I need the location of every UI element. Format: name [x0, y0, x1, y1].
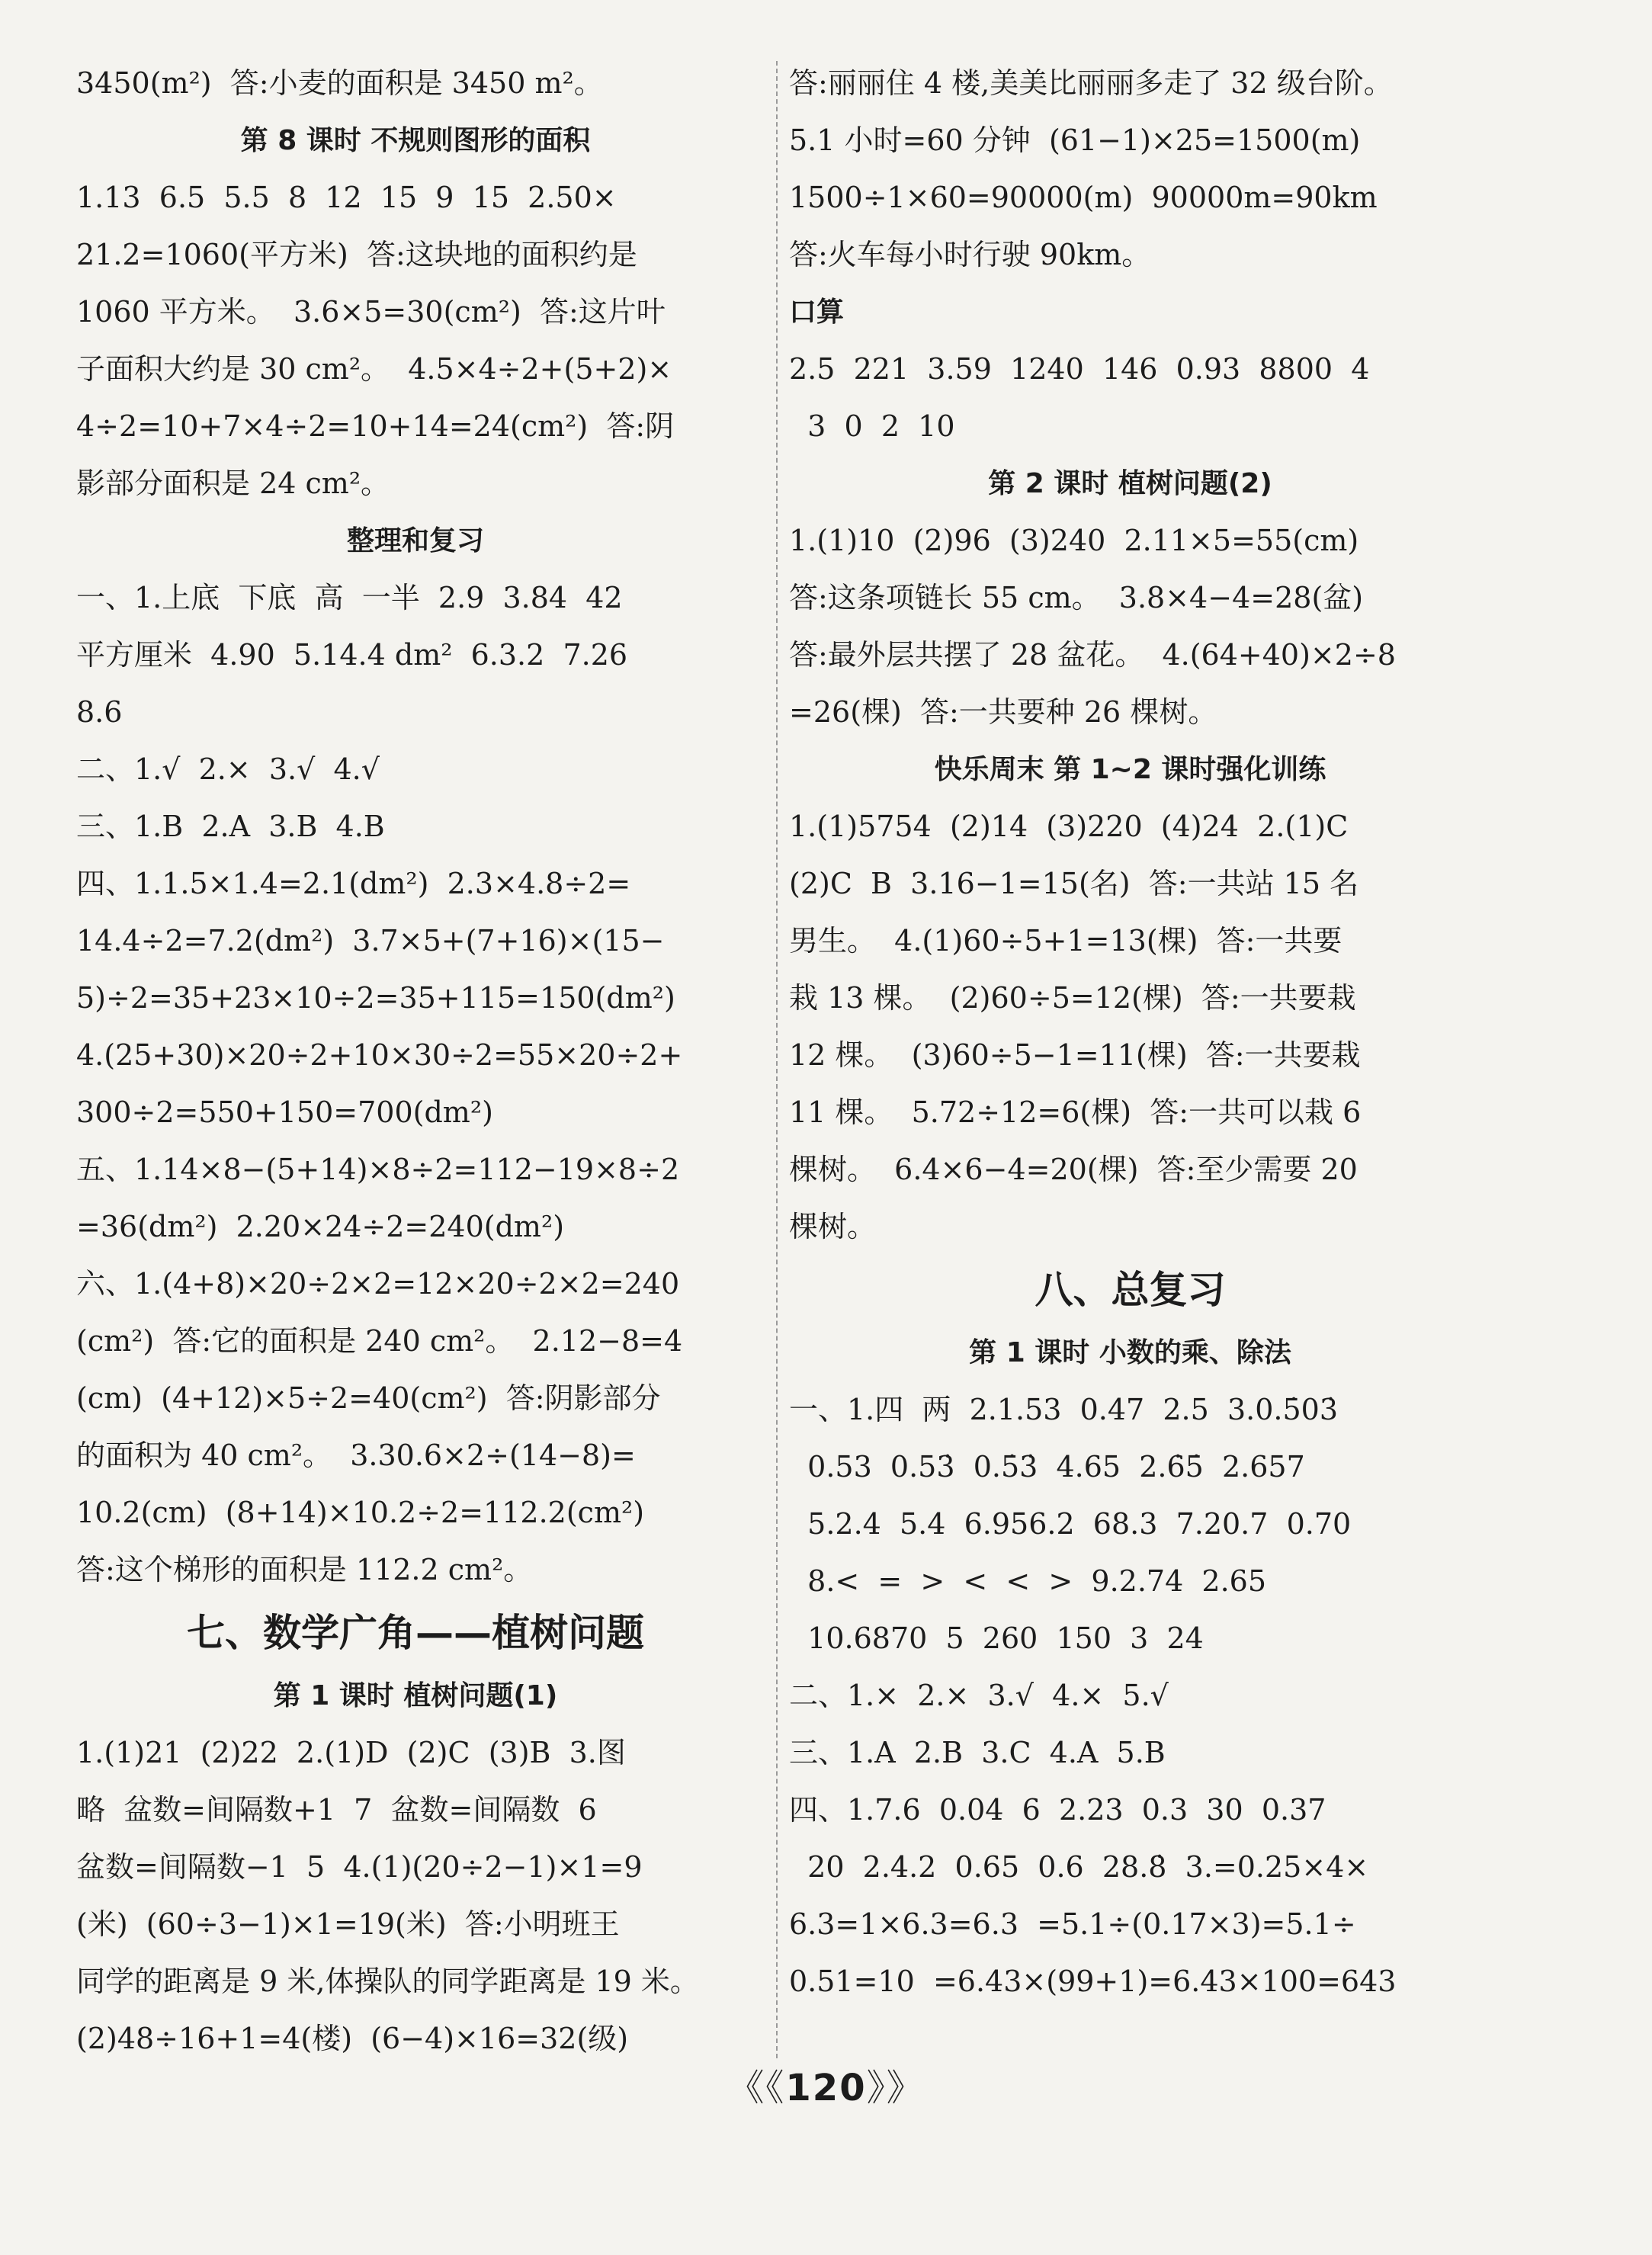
text-line: 答:最外层共摆了 28 盆花。 4.(64+40)×2÷8: [789, 638, 1396, 672]
text-line: 同学的距离是 9 米,体操队的同学距离是 19 米。: [76, 1965, 699, 1998]
text-line: 3450(m²) 答:小麦的面积是 3450 m²。: [76, 66, 603, 100]
text-line: 10.6870 5 260 150 3 24: [789, 1621, 1204, 1655]
text-line: 1.(1)5754 (2)14 (3)220 (4)24 2.(1)C: [789, 810, 1349, 843]
text-line: 一、1.上底 下底 高 一半 2.9 3.84 42: [76, 581, 623, 614]
text-line: =26(棵) 答:一共要种 26 棵树。: [789, 695, 1217, 729]
text-line: 三、1.A 2.B 3.C 4.A 5.B: [789, 1736, 1166, 1769]
right-column: [789, 55, 1471, 2010]
text-line: 四、1.7.6 0.04 6 2.23 0.3 30 0.37: [789, 1793, 1326, 1827]
chapter-heading: 八、总复习: [1035, 1268, 1226, 1312]
text-line: 答:这条项链长 55 cm。 3.8×4−4=28(盆): [789, 581, 1364, 614]
text-line: 8.6: [76, 695, 123, 729]
text-line: 影部分面积是 24 cm²。: [76, 467, 390, 500]
section-heading: 第 1 课时 植树问题(1): [273, 1680, 558, 1711]
text-line: 5.1 小时=60 分钟 (61−1)×25=1500(m): [789, 123, 1361, 157]
text-line: 答:这个梯形的面积是 112.2 cm²。: [76, 1553, 533, 1586]
text-line: 答:火车每小时行驶 90km。: [789, 238, 1151, 271]
page-bracket-close: 》》: [866, 2067, 925, 2109]
text-line: 棵树。: [789, 1210, 877, 1243]
text-line: 6.3=1×6.3=6.3 =5.1÷(0.17×3)=5.1÷: [789, 1907, 1356, 1941]
text-line: 六、1.(4+8)×20÷2×2=12×20÷2×2=240: [76, 1267, 680, 1301]
text-line: (cm) (4+12)×5÷2=40(cm²) 答:阴影部分: [76, 1381, 661, 1415]
text-line: 答:丽丽住 4 楼,美美比丽丽多走了 32 级台阶。: [789, 66, 1393, 100]
text-line: 四、1.1.5×1.4=2.1(dm²) 2.3×4.8÷2=: [76, 867, 631, 900]
text-line: 三、1.B 2.A 3.B 4.B: [76, 810, 385, 843]
text-line: (米) (60÷3−1)×1=19(米) 答:小明班王: [76, 1907, 620, 1941]
text-line: 11 棵。 5.72÷12=6(棵) 答:一共可以栽 6: [789, 1095, 1362, 1129]
text-line: 一、1.四 两 2.1.53 0.47 2.5 3.0.5̇03̇: [789, 1393, 1338, 1426]
text-line: 0.51=10 =6.43×(99+1)=6.43×100=643: [789, 1965, 1397, 1998]
text-line: 2.5 221 3.59 1240 146 0.93 8800 4: [789, 352, 1370, 386]
section-heading: 第 1 课时 小数的乘、除法: [969, 1337, 1291, 1368]
column-divider: [776, 61, 778, 2058]
text-line: 1.(1)10 (2)96 (3)240 2.11×5=55(cm): [789, 524, 1359, 557]
text-line: 1.(1)21 (2)22 2.(1)D (2)C (3)B 3.图: [76, 1736, 626, 1769]
subsection-heading: 口算: [789, 297, 845, 328]
text-line: (2)48÷16+1=4(楼) (6−4)×16=32(级): [76, 2022, 629, 2055]
text-line: 栽 13 棵。 (2)60÷5=12(棵) 答:一共要栽: [789, 981, 1356, 1015]
page-bracket-open: 《《: [727, 2067, 786, 2109]
left-column: [76, 55, 755, 2067]
text-line: 五、1.14×8−(5+14)×8÷2=112−19×8÷2: [76, 1153, 680, 1186]
text-line: =36(dm²) 2.20×24÷2=240(dm²): [76, 1210, 565, 1243]
section-heading: 第 2 课时 植树问题(2): [988, 468, 1272, 499]
page-number: [0, 2058, 1652, 2111]
text-line: 1060 平方米。 3.6×5=30(cm²) 答:这片叶: [76, 295, 666, 329]
text-line: 5.2.4 5.4 6.956.2 68.3 7.20.7 0.70: [789, 1507, 1352, 1541]
text-line: 略 盆数=间隔数+1 7 盆数=间隔数 6: [76, 1793, 597, 1827]
text-line: 棵树。 6.4×6−4=20(棵) 答:至少需要 20: [789, 1153, 1358, 1186]
text-line: 10.2(cm) (8+14)×10.2÷2=112.2(cm²): [76, 1496, 645, 1529]
text-line: 盆数=间隔数−1 5 4.(1)(20÷2−1)×1=9: [76, 1850, 643, 1884]
text-line: 的面积为 40 cm²。 3.30.6×2÷(14−8)=: [76, 1439, 636, 1472]
text-line: 二、1.× 2.× 3.√ 4.× 5.√: [789, 1679, 1169, 1712]
text-line: 1.13 6.5 5.5 8 12 15 9 15 2.50×: [76, 181, 617, 214]
page-number-value: 120: [785, 2067, 867, 2109]
text-line: 平方厘米 4.90 5.14.4 dm² 6.3.2 7.26: [76, 638, 628, 672]
section-heading: 第 8 课时 不规则图形的面积: [240, 125, 591, 156]
text-line: 男生。 4.(1)60÷5+1=13(棵) 答:一共要: [789, 924, 1342, 957]
text-line: 12 棵。 (3)60÷5−1=11(棵) 答:一共要栽: [789, 1038, 1361, 1072]
section-heading: 整理和复习: [346, 525, 484, 557]
text-line: 5)÷2=35+23×10÷2=35+115=150(dm²): [76, 981, 675, 1015]
text-line: 20 2.4.2 0.65 0.6 28.8̇ 3.=0.25×4×: [789, 1850, 1369, 1884]
text-line: 二、1.√ 2.× 3.√ 4.√: [76, 752, 380, 786]
text-line: 3 0 2 10: [789, 409, 955, 443]
text-line: 1500÷1×60=90000(m) 90000m=90km: [789, 181, 1378, 214]
text-line: 4÷2=10+7×4÷2=10+14=24(cm²) 答:阴: [76, 409, 675, 443]
text-line: 4.(25+30)×20÷2+10×30÷2=55×20÷2+: [76, 1038, 683, 1072]
text-line: (2)C B 3.16−1=15(名) 答:一共站 15 名: [789, 867, 1359, 900]
text-line: (cm²) 答:它的面积是 240 cm²。 2.12−8=4: [76, 1324, 683, 1358]
text-line: 0.53 0.53̇ 0.5̇3̇ 4.65 2.6̇5̇ 2.657: [789, 1450, 1305, 1484]
text-line: 8.< = > < < > 9.2.74 2.65: [789, 1564, 1267, 1598]
section-heading: 快乐周末 第 1~2 课时强化训练: [934, 754, 1326, 785]
text-line: 300÷2=550+150=700(dm²): [76, 1095, 493, 1129]
text-line: 14.4÷2=7.2(dm²) 3.7×5+(7+16)×(15−: [76, 924, 665, 957]
text-line: 子面积大约是 30 cm²。 4.5×4÷2+(5+2)×: [76, 352, 672, 386]
chapter-heading: 七、数学广角——植树问题: [187, 1611, 644, 1655]
text-line: 21.2=1060(平方米) 答:这块地的面积约是: [76, 238, 637, 271]
